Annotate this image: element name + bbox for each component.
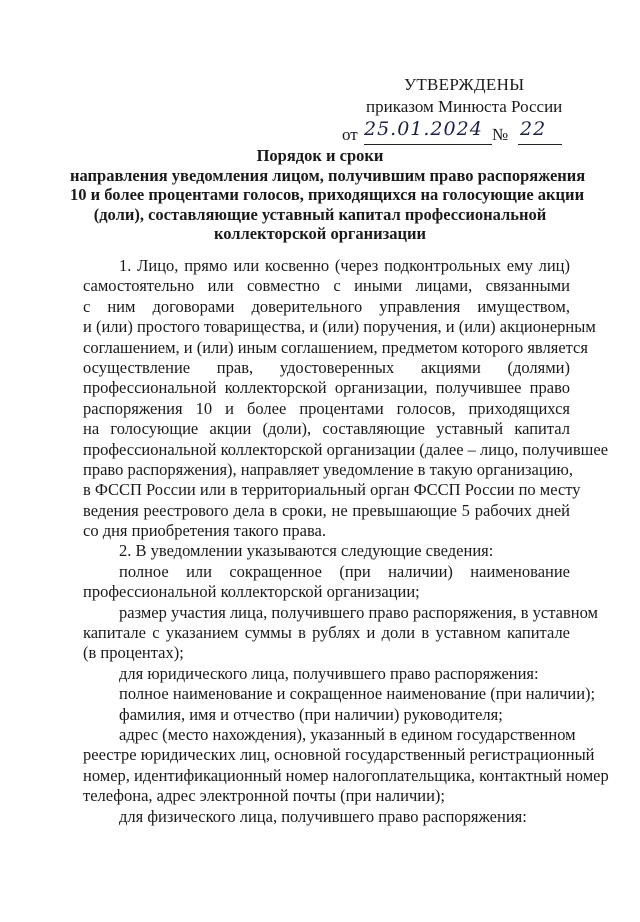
body-line: номер, идентификационный номер налогоплательщика, контактный номер (83, 765, 609, 785)
body-line: со дня приобретения такого права. (83, 521, 326, 541)
approval-date-number (330, 118, 570, 148)
document-body (83, 256, 609, 827)
body-line: 1. Лицо, прямо или косвенно (через подконтрольных ему лиц) (119, 256, 570, 275)
body-line: 2. В уведомлении указываются следующие сведения: (119, 541, 494, 561)
body-line: на голосующие акции (доли), составляющие уставный капитал (83, 419, 570, 439)
body-line: и (или) простого товарищества, и (или) поручения, и (или) акционерным (83, 317, 596, 337)
body-line: реестре юридических лиц, основной государственный регистрационный (83, 745, 595, 765)
title-line: направления уведомления лицом, получившим право распоряжения (70, 165, 586, 185)
handwritten-date: 25.01.2024 (364, 118, 483, 140)
body-line: право распоряжения), направляет уведомление в такую организацию, (83, 459, 573, 479)
title-line: 10 и более процентами голосов, приходящихся на голосующие акции (70, 185, 585, 204)
body-line: полное наименование и сокращенное наименование (при наличии); (119, 684, 596, 704)
body-line: профессиональной коллекторской организации; (83, 582, 420, 602)
handwritten-number: 22 (520, 118, 547, 140)
body-line: фамилия, имя и отчество (при наличии) руководителя; (119, 704, 503, 724)
body-line: (в процентах); (83, 643, 184, 663)
body-line: для физического лица, получившего право распоряжения: (119, 806, 527, 826)
body-line: соглашением, и (или) иным соглашением, предметом которого является (83, 337, 588, 357)
approval-block (330, 74, 570, 148)
body-line: профессиональной коллекторской организации, получившее право (83, 378, 570, 398)
body-line: адрес (место нахождения), указанный в едином государственном (119, 724, 576, 744)
number-underline (518, 144, 562, 145)
approval-title: УТВЕРЖДЕНЫ (404, 75, 525, 94)
body-line: телефона, адрес электронной почты (при наличии); (83, 786, 446, 806)
body-line: профессиональной коллекторской организации (далее – лицо, получившее (83, 439, 609, 459)
title-line: Порядок и сроки (256, 146, 384, 165)
body-line: с ним договорами доверительного управления имуществом, (83, 296, 570, 316)
body-line: осуществление прав, удостоверенных акциями (долями) (83, 357, 570, 377)
body-line: полное или сокращенное (при наличии) наименование (119, 561, 570, 581)
date-underline (364, 144, 492, 145)
from-label: от (342, 125, 358, 144)
body-line: для юридического лица, получившего право распоряжения: (119, 663, 539, 683)
body-line: распоряжения 10 и более процентами голосов, приходящихся (83, 398, 570, 418)
body-line: в ФССП России или в территориальный орган ФССП России по месту (83, 480, 581, 500)
body-line: размер участия лица, получившего право распоряжения, в уставном (119, 602, 598, 622)
approval-order: приказом Минюста России (366, 97, 563, 116)
body-line: капитале с указанием суммы в рублях и доли в уставном капитале (83, 623, 570, 643)
body-line: ведения реестрового дела в сроки, не превышающие 5 рабочих дней (83, 500, 570, 520)
title-line: (доли), составляющие уставный капитал профессиональной (93, 204, 547, 224)
number-label: № (492, 125, 509, 144)
body-line: самостоятельно или совместно с иными лицами, связанными (83, 276, 570, 296)
document-title (70, 146, 586, 244)
title-line: коллекторской организации (213, 224, 427, 243)
